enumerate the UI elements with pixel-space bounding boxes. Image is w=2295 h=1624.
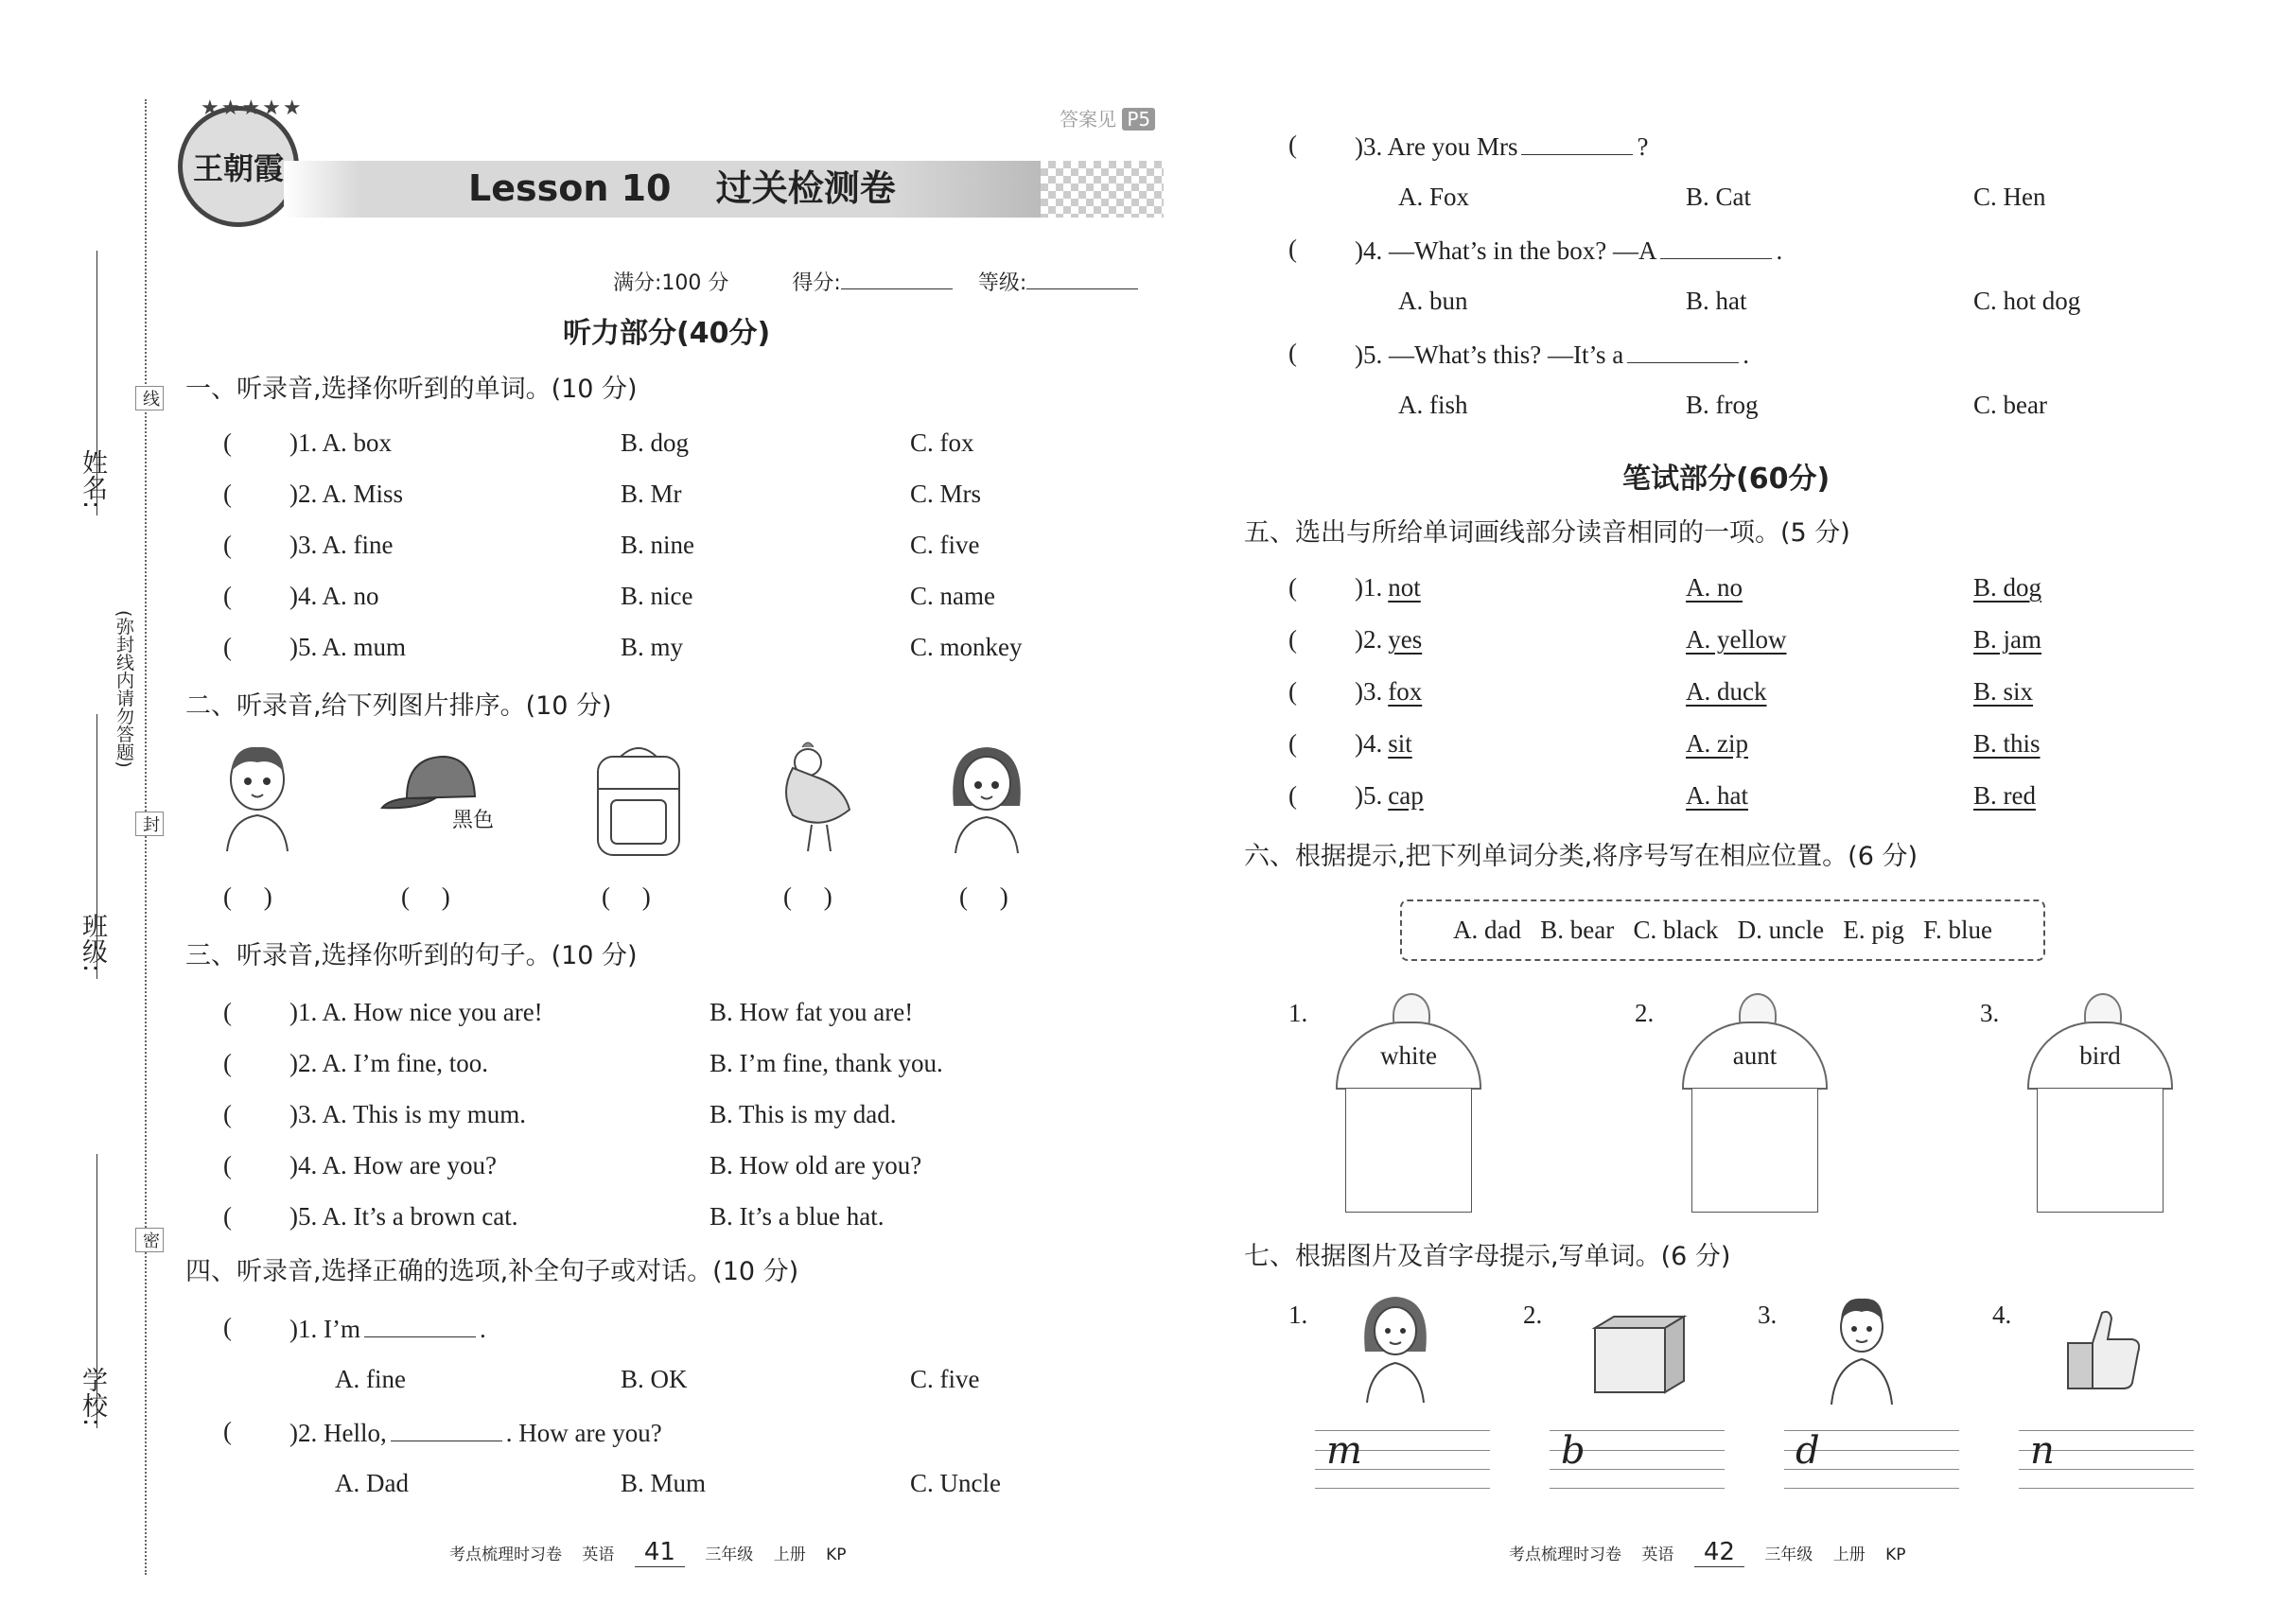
underlined-word: yes — [1388, 625, 1423, 654]
full-score: 满分:100 分 — [613, 271, 729, 295]
footer-right-subject: 英语 — [1641, 1545, 1674, 1564]
cap-picture — [378, 749, 492, 815]
s4-title: 四、听录音,选择正确的选项,补全句子或对话。(10 分) — [185, 1257, 799, 1286]
answer-blank[interactable] — [1521, 132, 1633, 155]
sentence-a: )5. A. It’s a brown cat. — [289, 1202, 518, 1231]
option-a: )4. A. no — [289, 582, 379, 610]
category-arch — [1682, 1022, 1828, 1090]
category-word: bird — [2079, 1040, 2121, 1070]
father-picture — [1824, 1291, 1900, 1406]
answer-paren[interactable]: ( — [1288, 729, 1297, 758]
initial-letter: d — [1796, 1429, 1820, 1473]
option-c: C. hot dog — [1973, 287, 2081, 315]
footer-left-edition: KP — [826, 1545, 847, 1564]
answer-paren[interactable]: ( — [1288, 235, 1297, 263]
given-word — [1355, 679, 1422, 705]
s5-title: 五、选出与所给单词画线部分读音相同的一项。(5 分) — [1244, 518, 1850, 548]
sentence-a: )3. A. This is my mum. — [289, 1100, 527, 1128]
class-line — [96, 714, 97, 979]
option-b: B. dog — [621, 428, 690, 457]
s1-title: 一、听录音,选择你听到的单词。(10 分) — [185, 375, 638, 404]
answer-paren[interactable]: ( — [1288, 677, 1297, 706]
name-line — [96, 251, 97, 515]
answer-paren[interactable]: ( — [223, 1313, 232, 1341]
initial-letter: m — [1326, 1429, 1362, 1473]
fill-in-question — [1355, 341, 1749, 368]
answer-paren[interactable]: ( — [223, 531, 232, 559]
category-number: 1. — [1288, 999, 1308, 1027]
underlined-word: fox — [1388, 677, 1423, 706]
option-a: A. bun — [1398, 287, 1468, 315]
option-b: B. nine — [621, 531, 694, 559]
given-word — [1355, 627, 1422, 653]
option-b: B. frog — [1686, 391, 1759, 419]
girl-picture — [944, 740, 1029, 855]
question-end: . — [1743, 341, 1749, 369]
option-a: )5. A. mum — [289, 633, 407, 661]
option-c: C. five — [910, 531, 980, 559]
page-number-right: 42 — [1694, 1538, 1744, 1567]
title-cn: 过关检测卷 — [715, 167, 896, 209]
question-text: )2. Hello, — [289, 1419, 387, 1447]
sentence-b: B. It’s a blue hat. — [710, 1202, 885, 1231]
option-b: B. Mum — [621, 1469, 707, 1497]
option-c: C. five — [910, 1365, 980, 1393]
binding-mark-line: 线 — [135, 386, 164, 410]
fill-in-question — [1355, 236, 1782, 264]
fill-in-question — [1355, 132, 1648, 160]
logo-stars-icon: ★★★★★ — [201, 96, 304, 120]
option-c: C. Hen — [1973, 183, 2046, 211]
answer-blank[interactable] — [364, 1315, 476, 1337]
picture-number: 1. — [1288, 1301, 1308, 1329]
option-a: A. fine — [335, 1365, 406, 1393]
sentence-a: )1. A. How nice you are! — [289, 998, 543, 1026]
footer-left-subject: 英语 — [582, 1545, 615, 1564]
answer-paren[interactable]: ( — [223, 428, 232, 457]
initial-letter: b — [1561, 1429, 1585, 1473]
picture-number: 2. — [1523, 1301, 1543, 1329]
sentence-b: B. How fat you are! — [710, 998, 914, 1026]
footer-right-volume: 上册 — [1832, 1545, 1866, 1564]
item-number: )5. — [1355, 781, 1383, 810]
item-number: )1. — [1355, 573, 1383, 602]
answer-blank[interactable] — [1660, 236, 1772, 259]
option-b: B. Mr — [621, 480, 682, 508]
word-bank: A. dad B. bear C. black D. uncle E. pig F. blue — [1453, 916, 1992, 944]
order-answer-paren[interactable]: ( ) — [783, 882, 832, 911]
hen-picture — [764, 736, 868, 857]
cap-color-label: 黑色 — [452, 809, 495, 832]
answer-paren[interactable]: ( — [1288, 625, 1297, 654]
answer-ref-page: P5 — [1122, 108, 1155, 131]
answer-paren[interactable]: ( — [223, 633, 232, 661]
item-number: )2. — [1355, 625, 1383, 654]
answer-paren[interactable]: ( — [1288, 131, 1297, 159]
option-c: C. name — [910, 582, 995, 610]
order-answer-paren[interactable]: ( ) — [223, 882, 272, 911]
footer-right-grade: 三年级 — [1764, 1545, 1813, 1564]
score-blank[interactable] — [841, 267, 953, 289]
picture-number: 3. — [1758, 1301, 1778, 1329]
answer-paren[interactable]: ( — [223, 998, 232, 1026]
sentence-b: B. How old are you? — [710, 1151, 922, 1179]
option-b: B. hat — [1686, 287, 1747, 315]
option-a: A. zip — [1686, 729, 1748, 758]
footer-left — [449, 1540, 847, 1564]
given-word — [1355, 783, 1424, 809]
question-end: . — [479, 1315, 486, 1343]
category-answer-box[interactable] — [1345, 1088, 1472, 1213]
question-end: ? — [1637, 132, 1649, 161]
option-c: C. bear — [1973, 391, 2047, 419]
item-number: )4. — [1355, 729, 1383, 758]
option-b: B. my — [621, 633, 684, 661]
written-section-header: 笔试部分(60分) — [1622, 463, 1831, 496]
logo-text: 王朝霞 — [192, 150, 284, 186]
grade-label: 等级: — [977, 271, 1027, 295]
category-arch — [2027, 1022, 2173, 1090]
grade-blank[interactable] — [1026, 267, 1138, 289]
option-c: C. Mrs — [910, 480, 982, 508]
given-word — [1355, 575, 1421, 601]
answer-paren[interactable]: ( — [1288, 573, 1297, 602]
class-label: 班级: — [78, 913, 107, 973]
order-answer-paren[interactable]: ( ) — [959, 882, 1008, 911]
category-word: aunt — [1732, 1040, 1778, 1070]
footer-left-grade: 三年级 — [705, 1545, 754, 1564]
question-end: . How are you? — [505, 1419, 662, 1447]
option-b: B. this — [1973, 729, 2041, 758]
option-a: A. Fox — [1398, 183, 1470, 211]
underlined-word: cap — [1388, 781, 1424, 810]
category-answer-box[interactable] — [1691, 1088, 1818, 1213]
dotted-binding-line — [145, 99, 147, 1575]
option-a: A. hat — [1686, 781, 1748, 810]
order-answer-paren[interactable]: ( ) — [401, 882, 450, 911]
category-number: 2. — [1635, 999, 1655, 1027]
option-b: B. OK — [621, 1365, 688, 1393]
sentence-b: B. This is my dad. — [710, 1100, 897, 1128]
binding-mark-secret: 密 — [135, 1228, 164, 1252]
school-line — [96, 1154, 97, 1428]
name-label: 姓名: — [78, 449, 107, 510]
option-a: A. duck — [1686, 677, 1767, 706]
s3-title: 三、听录音,选择你听到的句子。(10 分) — [185, 941, 638, 970]
sentence-a: )4. A. How are you? — [289, 1151, 497, 1179]
question-text: )5. —What’s this? —It’s a — [1355, 341, 1624, 369]
answer-paren[interactable]: ( — [223, 1100, 232, 1128]
school-label: 学校: — [78, 1367, 107, 1427]
category-word: white — [1380, 1040, 1437, 1070]
initial-letter: n — [2030, 1429, 2055, 1473]
option-c: C. fox — [910, 428, 974, 457]
fill-in-question — [289, 1315, 486, 1342]
answer-paren[interactable]: ( — [223, 582, 232, 610]
answer-blank[interactable] — [1627, 341, 1739, 363]
title-en: Lesson 10 — [468, 167, 672, 209]
order-answer-paren[interactable]: ( ) — [602, 882, 651, 911]
answer-ref-label: 答案见 — [1060, 108, 1116, 131]
sentence-b: B. I’m fine, thank you. — [710, 1049, 943, 1077]
option-a: )3. A. fine — [289, 531, 394, 559]
answer-paren[interactable]: ( — [223, 480, 232, 508]
answer-paren[interactable]: ( — [1288, 339, 1297, 367]
picture-number: 4. — [1992, 1301, 2012, 1329]
answer-paren[interactable]: ( — [223, 1151, 232, 1179]
option-b: B. nice — [621, 582, 693, 610]
option-b: B. dog — [1973, 573, 2042, 602]
option-a: )2. A. Miss — [289, 480, 404, 508]
footer-left-volume: 上册 — [773, 1545, 806, 1564]
option-b: B. jam — [1973, 625, 2041, 654]
underlined-word: not — [1388, 573, 1421, 602]
binding-mark-seal: 封 — [135, 812, 164, 836]
answer-reference — [1060, 110, 1155, 129]
s6-title: 六、根据提示,把下列单词分类,将序号写在相应位置。(6 分) — [1244, 842, 1918, 871]
word-bank-box — [1400, 899, 2045, 961]
footer-right — [1509, 1540, 1906, 1564]
binding-notice: (弥封线内请勿答题) — [114, 610, 134, 768]
answer-paren[interactable]: ( — [223, 1202, 232, 1231]
answer-blank[interactable] — [391, 1419, 502, 1441]
s7-title: 七、根据图片及首字母提示,写单词。(6 分) — [1244, 1242, 1731, 1271]
fill-in-question — [289, 1419, 662, 1446]
category-answer-box[interactable] — [2037, 1088, 2164, 1213]
schoolbag-picture — [587, 740, 691, 861]
answer-paren[interactable]: ( — [223, 1417, 232, 1445]
option-a: A. Dad — [335, 1469, 409, 1497]
option-a: A. no — [1686, 573, 1743, 602]
item-number: )3. — [1355, 677, 1383, 706]
footer-right-edition: KP — [1885, 1545, 1906, 1564]
option-a: A. fish — [1398, 391, 1468, 419]
given-word — [1355, 731, 1412, 757]
question-text: )4. —What’s in the box? —A — [1355, 236, 1657, 265]
boy-picture — [216, 740, 299, 853]
option-b: B. six — [1973, 677, 2034, 706]
question-text: )3. Are you Mrs — [1355, 132, 1518, 161]
option-b: B. red — [1973, 781, 2036, 810]
option-a: A. yellow — [1686, 625, 1787, 654]
listening-section-header: 听力部分(40分) — [563, 317, 771, 350]
option-a: )1. A. box — [289, 428, 392, 457]
option-c: C. monkey — [910, 633, 1023, 661]
category-arch — [1336, 1022, 1481, 1090]
page-title — [468, 167, 896, 209]
question-text: )1. I’m — [289, 1315, 360, 1343]
score-line — [613, 267, 1138, 294]
answer-paren[interactable]: ( — [1288, 781, 1297, 810]
checker-pattern — [1041, 161, 1164, 218]
question-end: . — [1776, 236, 1783, 265]
footer-left-series: 考点梳理时习卷 — [449, 1545, 562, 1564]
s2-title: 二、听录音,给下列图片排序。(10 分) — [185, 691, 612, 721]
category-number: 3. — [1980, 999, 2000, 1027]
logo — [178, 106, 299, 227]
answer-paren[interactable]: ( — [223, 1049, 232, 1077]
option-c: C. Uncle — [910, 1469, 1001, 1497]
page-number-left: 41 — [635, 1538, 685, 1567]
mother-picture — [1358, 1291, 1433, 1405]
sentence-a: )2. A. I’m fine, too. — [289, 1049, 488, 1077]
box-picture — [1589, 1313, 1689, 1396]
footer-right-series: 考点梳理时习卷 — [1509, 1545, 1621, 1564]
score-label: 得分: — [792, 271, 841, 295]
underlined-word: sit — [1388, 729, 1412, 758]
option-b: B. Cat — [1686, 183, 1752, 211]
thumbs-up-icon — [2055, 1305, 2146, 1390]
